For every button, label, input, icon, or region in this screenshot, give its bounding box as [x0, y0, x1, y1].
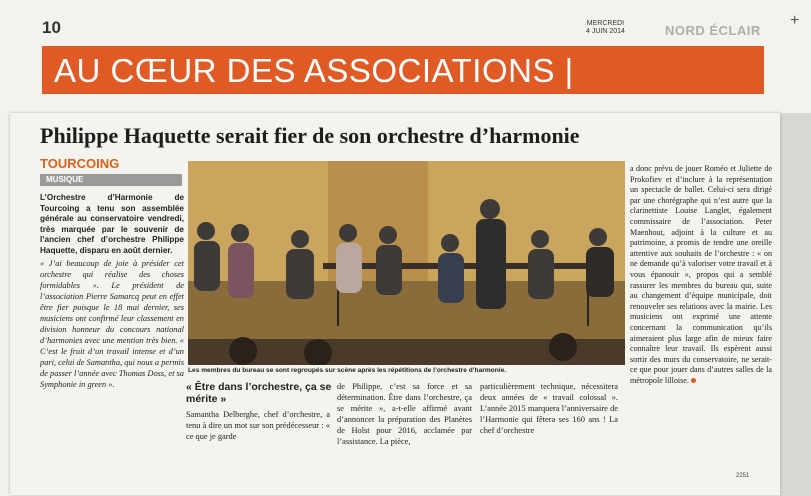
- column-5-body: a donc prévu de jouer Roméo et Juliette de Prokofiev et d’inclure à la représentation un spectacle de ballet. Celui-ci sera dirigé par une chorégraphe qui n’est autre que la clarinettiste Louise Langlet, également commissaire de l’association. Peter Maenhout, adjoint à la culture et au patrimoine, a promis de tendre une oreille attentive aux souhaits de l’orchestre : « on ne demande qu’à valoriser votre travail et à vous épanouir », propos qui a semblé rassurer les membres du bureau qui, suite au changement d’équipe municipale, doit renouveler ses relations avec la mairie. Les musiciens ont exprimé une attente concernant la communication qu’ils aimeraient plus large afin de mieux faire connaître leur travail. Ils espèrent aussi sortir des murs du conservatoire, ne serait-ce que pour jouer dans d’autres salles de la métropole lilloise.: [630, 164, 772, 385]
- page-header: [0, 0, 811, 112]
- article-city: TOURCOING: [40, 156, 120, 171]
- section-banner-title: AU CŒUR DES ASSOCIATIONS |: [54, 52, 574, 89]
- column-2: Samantha Delberghe, chef d’orchestre, a tenu à dire un mot sur son prédécesseur : « ce que je garde: [186, 410, 330, 441]
- column-4: particulièrement technique, nécessitera deux années de « travail colossal ». L’année 2015 marquera l’anniversaire de l’Harmonie qui fêtera ses 160 ans ! La chef d’orchestre: [480, 382, 618, 435]
- article-lead: L’Orchestre d’Harmonie de Tourcoing a tenu son assemblée générale au conservatoire vendredi, très marquée par le souvenir de l’ancien chef d’orchestre Philippe Haquette, disparu en août dernier.: [40, 193, 184, 255]
- end-of-article-icon: [691, 378, 696, 383]
- column-1: [40, 193, 184, 390]
- page-edge: [780, 113, 811, 496]
- section-banner: [42, 46, 764, 94]
- date-day: 4 JUIN 2014: [586, 28, 625, 35]
- registration-mark-icon: +: [790, 12, 800, 29]
- column-1-body: « J’ai beaucoup de joie à présider cet orchestre qui réalise des choses formidables ». Le président de l’association Pierre Samarcq peut en effet être fier puisque le 18 mai dernier, ses musiciens ont confirmé leur classement en division honneur du concours national d’harmonies avec une mention très bien. « C’est le fruit d’un travail intense et d’un pari, celui de Samantha, qui nous a permis de passer l’année avec Thomas Doss, et sa Symphonie in green ».: [40, 259, 184, 389]
- date-weekday: MERCREDI: [586, 20, 625, 27]
- column-5: [630, 164, 772, 386]
- page-number: 10: [42, 18, 61, 37]
- photo-illustration: [188, 161, 625, 365]
- article-headline: Philippe Haquette serait fier de son orchestre d’harmonie: [40, 123, 580, 148]
- article-subhead: « Être dans l’orchestre, ça se mérite »: [186, 381, 332, 405]
- photo-caption: Les membres du bureau se sont regroupés sur scène après les répétitions de l’orchestre d’harmonie.: [188, 367, 507, 374]
- article-rubric: MUSIQUE: [40, 174, 182, 186]
- issue-date: [586, 20, 625, 36]
- column-3: de Philippe, c’est sa force et sa détermination. Être dans l’orchestre, ça se mérite », a-t-elle affirmé avant d’annoncer la préparation des Planètes de Holst pour 2016, acclamée par l’assistance. La pièce,: [337, 382, 472, 446]
- article-photo: [188, 161, 625, 365]
- article-clipping: [10, 113, 780, 495]
- newspaper-brand: NORD ÉCLAIR: [665, 23, 761, 38]
- page-code: 2251: [736, 473, 750, 479]
